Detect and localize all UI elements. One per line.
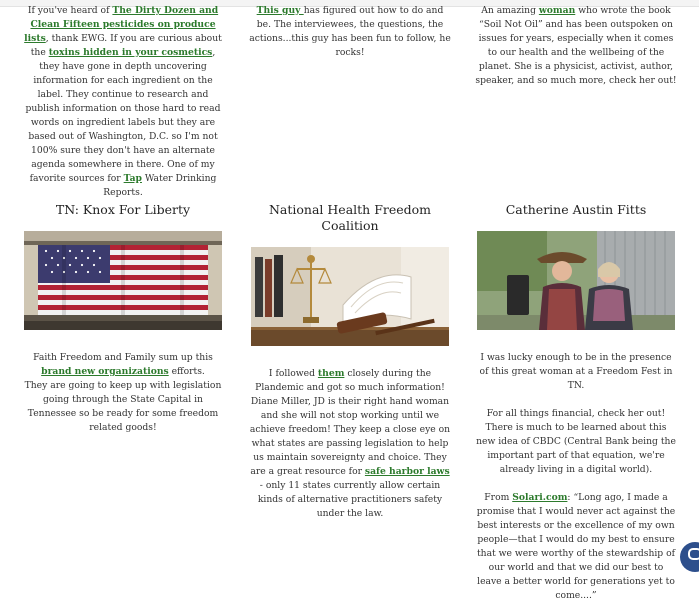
text-run: efforts.	[168, 366, 205, 377]
chat-bubble-icon[interactable]	[680, 542, 699, 572]
text-run: Water Drinking Reports.	[103, 173, 217, 198]
text-run: I followed	[268, 368, 318, 379]
gavel-justice-book-photo-icon	[251, 247, 449, 346]
soil-not-oil-description	[475, 4, 677, 88]
fitts-paragraph-3	[475, 491, 677, 603]
knox-for-liberty-title: TN: Knox For Liberty	[55, 202, 191, 217]
text-run: An amazing	[481, 5, 539, 16]
tap-link[interactable]: Tap	[123, 173, 142, 184]
woman-link[interactable]: woman	[538, 5, 576, 16]
text-run: From	[484, 492, 513, 503]
knox-paragraph-2: They are going to keep up with legislation going through the State Capital in Tennessee so be ready for some freedom related goods!	[24, 380, 222, 433]
knox-paragraph-1	[22, 351, 224, 379]
text-run: - only 11 states currently allow certain kinds of alternative practitioners safety under the law.	[257, 480, 443, 519]
woman-paragraph	[475, 4, 677, 88]
toxins-cosmetics-link[interactable]: toxins hidden in your cosmetics	[48, 47, 213, 58]
text-run: has figured out how to do and be. The interviewees, the questions, the actions...this guy has been fun to follow, he rocks!	[249, 5, 451, 58]
nhfc-section	[249, 202, 451, 521]
text-run: , thank EWG. If you are curious about the	[30, 33, 222, 58]
two-women-portrait-photo-icon	[477, 231, 675, 330]
text-run: , they have gone in depth uncovering information for each ingredient on the label. They continue to research and publish information on those hard to read words on ingredient labels but they are based out of Washington, D.C. so I'm not 100% sure they don't have an alternate agenda somewhere in there. One of my favorite sources for	[25, 47, 221, 184]
catherine-austin-fitts-section	[475, 202, 677, 603]
text-run: closely during the Plandemic and got so much information! Diane Miller, JD is their right hand woman and she will not stop working until we achieve freedom! They keep a close eye on what states are passing legislation to help us maintain sovereignty and choice. They are a great resource for	[249, 368, 451, 477]
this-guy-paragraph	[249, 4, 451, 60]
them-link[interactable]: them	[317, 368, 345, 379]
text-run: : “Long ago, I made a promise that I would never act against the best interests or the excellence of my own people—that I would do my best to ensure that we were worthy of the stewardship of our world and that we did our best to leave a better world for generations yet to come....”	[476, 492, 676, 601]
nhfc-paragraph	[249, 367, 451, 521]
safe-harbor-laws-link[interactable]: safe harbor laws	[364, 466, 450, 477]
nhfc-title: National Health Freedom Coalition	[268, 202, 432, 233]
this-guy-link[interactable]: This guy	[256, 5, 304, 16]
knox-for-liberty-section	[22, 202, 224, 435]
dirty-dozen-link[interactable]: The Dirty Dozen and Clean Fifteen pesticides on produce lists	[24, 5, 219, 44]
this-guy-description	[249, 4, 451, 60]
solari-link[interactable]: Solari.com	[512, 492, 568, 503]
text-run: If you've heard of	[27, 5, 113, 16]
catherine-austin-fitts-title: Catherine Austin Fitts	[505, 202, 647, 217]
brand-new-organizations-link[interactable]: brand new organizations	[41, 366, 169, 377]
ewg-description	[22, 4, 224, 200]
chat-glyph-icon	[688, 548, 699, 560]
fitts-paragraph-2: For all things financial, check her out! There is much to be learned about this new idea of CBDC (Central Bank being the important part of that equation, we're already living in a digital world).	[476, 408, 676, 475]
text-run: who wrote the book “Soil Not Oil” and has been outspoken on issues for years, especially when it comes to our health and the wellbeing of the planet. She is a physicist, activist, author, speaker, and so much more, check her out!	[475, 5, 677, 86]
ewg-paragraph	[22, 4, 224, 200]
fitts-paragraph-1: I was lucky enough to be in the presence of this great woman at a Freedom Fest in TN.	[479, 352, 673, 391]
nyse-flag-facade-photo-icon	[24, 231, 222, 330]
text-run: Faith Freedom and Family sum up this	[33, 352, 213, 363]
